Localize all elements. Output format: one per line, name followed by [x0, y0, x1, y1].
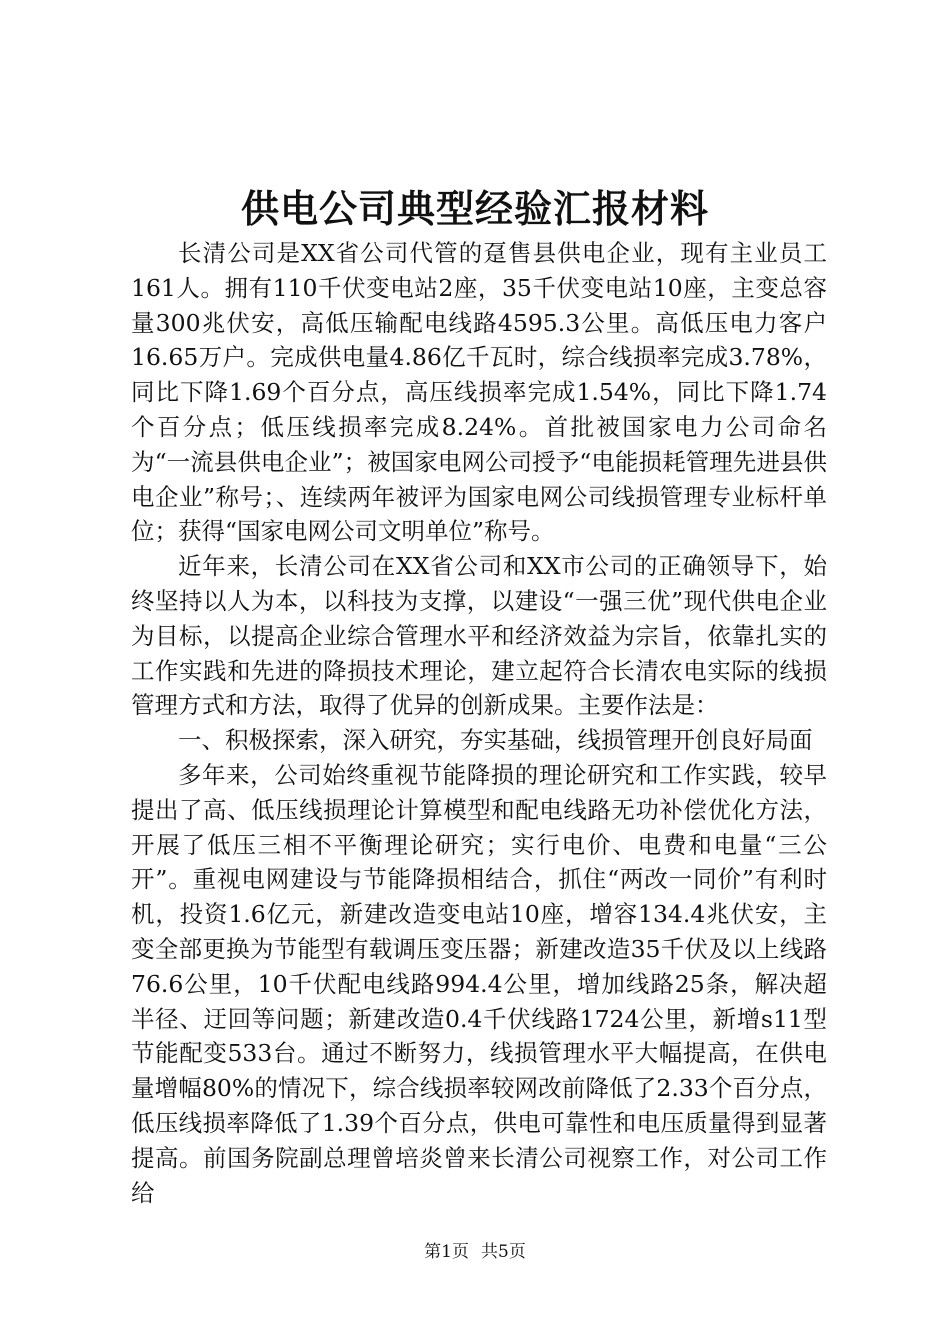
paragraph-recent-years: 近年来，长清公司在XX省公司和XX市公司的正确领导下，始终坚持以人为本，以科技为支撑，以建设“一强三优”现代供电企业为目标，以提高企业综合管理水平和经济效益为宗旨，依靠扎实的工作实践和先进的降损技术理论，建立起符合长清农电实际的线损管理方式和方法，取得了优异的创新成果。主要作法是：: [131, 552, 827, 720]
page-total: 共5页: [481, 1242, 526, 1262]
page-footer: [0, 1240, 950, 1264]
paragraph-loss-management: 多年来，公司始终重视节能降损的理论研究和工作实践，较早提出了高、低压线损理论计算模型和配电线路无功补偿优化方法，开展了低压三相不平衡理论研究；实行电价、电费和电量“三公开”。重视电网建设与节能降损相结合，抓住“两改一同价”有利时机，投资1.6亿元，新建改造变电站10座，增容134.4兆伏安，主变全部更换为节能型有载调压变压器；新建改造35千伏及以上线路76.6公里，10千伏配电线路994.4公里，增加线路25条，解决超半径、迂回等问题；新建改造0.4千伏线路1724公里，新增s11型节能配变533台。通过不断努力，线损管理水平大幅提高，在供电量增幅80%的情况下，综合线损率较网改前降低了2.33个百分点，低压线损率降低了1.39个百分点，供电可靠性和电压质量得到显著提高。前国务院副总理曾培炎曾来长清公司视察工作，对公司工作给: [131, 760, 827, 1207]
document-body: [131, 236, 827, 1210]
paragraph-company-overview: 长清公司是XX省公司代管的趸售县供电企业，现有主业员工161人。拥有110千伏变电站2座，35千伏变电站10座，主变总容量300兆伏安，高低压输配电线路4595.3公里。高低压电力客户16.65万户。完成供电量4.86亿千瓦时，综合线损率完成3.78%，同比下降1.69个百分点，高压线损率完成1.54%，同比下降1.74个百分点；低压线损率完成8.24%。首批被国家电力公司命名为“一流县供电企业”；被国家电网公司授予“电能损耗管理先进县供电企业”称号；、连续两年被评为国家电网公司线损管理专业标杆单位；获得“国家电网公司文明单位”称号。: [131, 239, 827, 546]
page-number: 第1页: [424, 1242, 469, 1262]
document-title: 供电公司典型经验汇报材料: [240, 186, 709, 231]
section-heading-one: 一、积极探索，深入研究，夯实基础，线损管理开创良好局面: [178, 726, 813, 755]
